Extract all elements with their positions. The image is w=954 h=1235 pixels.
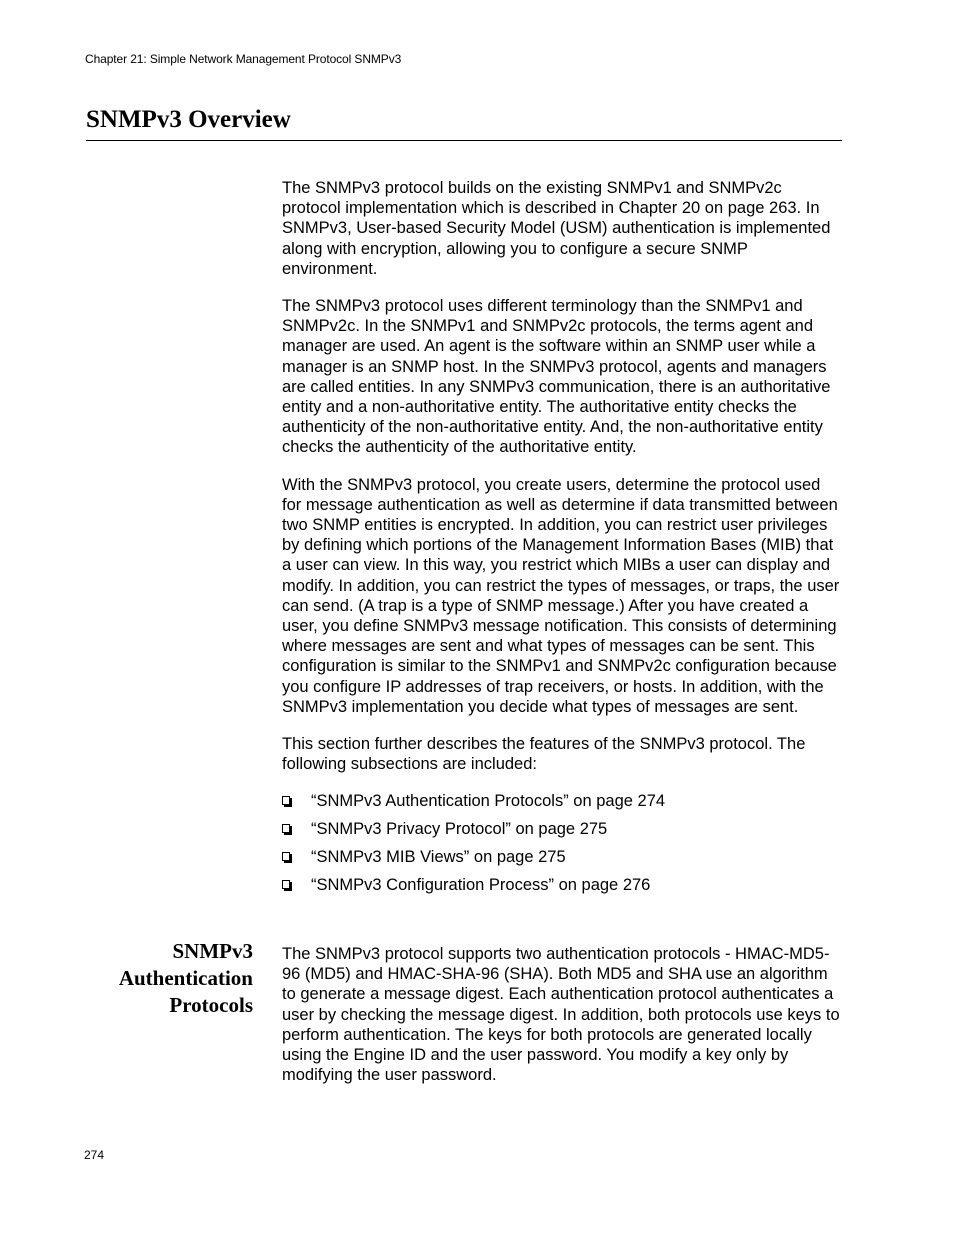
subsection-heading-line: SNMPv3 <box>172 939 253 963</box>
subsection-heading-line: Authentication <box>118 966 253 990</box>
paragraph: With the SNMPv3 protocol, you create users, determine the protocol used for message authentication as well as determine if data transmitted between two SNMP entities is encrypted. In addition, you can restrict user privileges by defining which portions of the Management Information Bases (MIB) that a user can view. In this way, you restrict which MIBs a user can display and modify. In addition, you can restrict the types of messages, or traps, the user can send. (A trap is a type of SNMP message.) After you have created a user, you define SNMPv3 message notification. This consists of determining where messages are sent and what types of messages can be sent. This configuration is similar to the SNMPv1 and SNMPv2c configuration because you configure IP addresses of trap receivers, or hosts. In addition, with the SNMPv3 implementation you decide what types of messages are sent. <box>282 475 840 716</box>
title-rule <box>86 140 842 141</box>
checkbox-bullet-icon <box>282 852 290 861</box>
subsection-heading <box>100 938 253 1019</box>
paragraph: The SNMPv3 protocol uses different terminology than the SNMPv1 and SNMPv2c. In the SNMPv1 and SNMPv2c protocols, the terms agent and manager are used. An agent is the software within an SNMP user while a manager is an SNMP host. In the SNMPv3 protocol, agents and managers are called entities. In any SNMPv3 communication, there is an authoritative entity and a non-authoritative entity. The authoritative entity checks the authenticity of the non-authoritative entity. And, the non-authoritative entity checks the authenticity of the authoritative entity. <box>282 297 831 457</box>
list-item-text: “SNMPv3 Configuration Process” on page 276 <box>311 876 651 895</box>
paragraph: This section further describes the features of the SNMPv3 protocol. The following subsections are included: <box>282 735 806 774</box>
list-item[interactable] <box>282 847 844 875</box>
checkbox-bullet-icon <box>282 796 290 805</box>
list-item-text: “SNMPv3 Authentication Protocols” on page 274 <box>311 792 666 811</box>
checkbox-bullet-icon <box>282 824 290 833</box>
checkbox-bullet-icon <box>282 880 290 889</box>
list-item[interactable] <box>282 791 844 819</box>
list-item-text: “SNMPv3 MIB Views” on page 275 <box>311 848 566 867</box>
subsection-heading-line: Protocols <box>169 993 253 1017</box>
running-head: Chapter 21: Simple Network Management Protocol SNMPv3 <box>85 52 402 66</box>
page-number: 274 <box>84 1148 105 1162</box>
list-item[interactable] <box>282 875 844 903</box>
subsection-list <box>282 791 844 903</box>
list-item[interactable] <box>282 819 844 847</box>
list-item-text: “SNMPv3 Privacy Protocol” on page 275 <box>311 820 608 839</box>
subsection-paragraph: The SNMPv3 protocol supports two authentication protocols - HMAC-MD5-96 (MD5) and HMAC-SHA-96 (SHA). Both MD5 and SHA use an algorithm to generate a message digest. Each authentication protocol authenticates a user by checking the message digest. In addition, both protocols use keys to perform authentication. The keys for both protocols are generated locally using the Engine ID and the user password. You modify a key only by modifying the user password. <box>282 945 840 1085</box>
paragraph: The SNMPv3 protocol builds on the existing SNMPv1 and SNMPv2c protocol implementation which is described in Chapter 20 on page 263. In SNMPv3, User-based Security Model (USM) authentication is implemented along with encryption, allowing you to configure a secure SNMP environment. <box>282 179 831 278</box>
section-body <box>282 178 844 903</box>
section-title: SNMPv3 Overview <box>86 106 291 133</box>
